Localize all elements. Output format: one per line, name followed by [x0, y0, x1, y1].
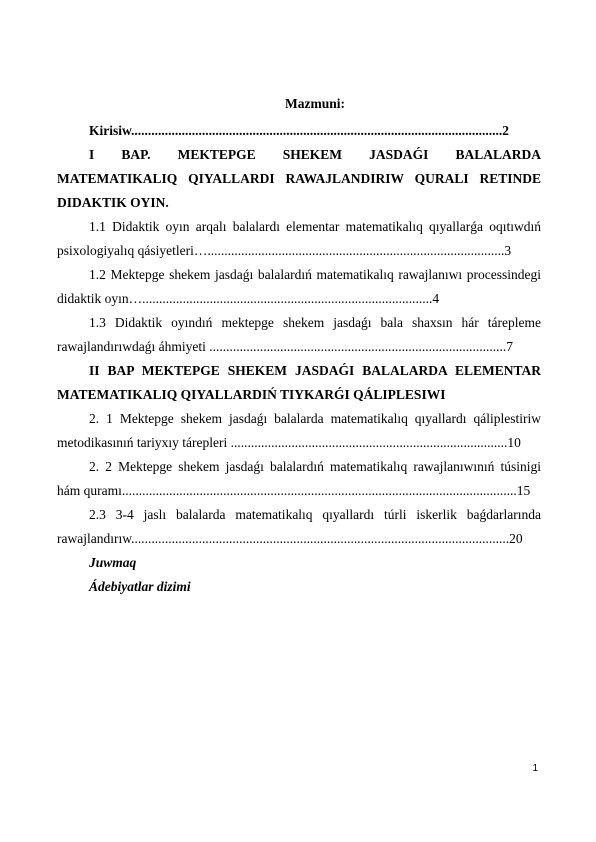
toc-entry-2-3: 2.3 3-4 jaslı balalarda matematikalıq qıyallardı túrli iskerlik baǵdarlarında rawajlandırıw................................................................................................................20	[57, 507, 541, 547]
toc-entry-conclusion: Juwmaq	[89, 555, 137, 570]
toc-entry-1-3: 1.3 Didaktik oyındıń mektepge shekem jasdaǵı bala shaxsın hár tárepleme rawajlandırıwdaǵı áhmiyeti ........................................................................................7	[57, 315, 541, 355]
toc-entry-introduction: Kirisiw..............................................................................................................2	[89, 123, 510, 138]
toc-entry-2-1: 2. 1 Mektepge shekem jasdaǵı balalarda matematikalıq qıyallardı qáliplestiriw metodikasınıń tariyxıy tárepleri ..................................................................................10	[57, 411, 541, 451]
toc-entry-bibliography: Ádebiyatlar dizimi	[89, 579, 191, 594]
toc-entry-2-2: 2. 2 Mektepge shekem jasdaǵı balalardıń matematikalıq rawajlanıwınıń túsinigi hám quramı.....................................................................................................................15	[57, 459, 541, 499]
toc-entry-1-2: 1.2 Mektepge shekem jasdaǵı balalardıń matematikalıq rawajlanıwı processindegi didaktik oyın…......................................................................................4	[57, 267, 541, 307]
toc-chapter-2-heading: II BAP MEKTEPGE SHEKEM JASDAǴI BALALARDA ELEMENTAR MATEMATIKALIQ QIYALLARDIŃ TIYKARǴI QÁLIPLESIWI	[57, 363, 541, 403]
toc-entry-1-1: 1.1 Didaktik oyın arqalı balalardı elementar matematikalıq qıyallarǵa oqıtıwdıń psixologiyalıq qásiyetleri…........................................................................................3	[57, 219, 541, 259]
page-title: Mazmuni:	[285, 96, 345, 111]
toc-chapter-1-heading: I BAP. MEKTEPGE SHEKEM JASDAǴI BALALARDA MATEMATIKALIQ QIYALLARDI RAWAJLANDIRIW QURALI RETINDE DIDAKTIK OYIN.	[57, 147, 541, 211]
page-number: 1	[532, 763, 538, 774]
